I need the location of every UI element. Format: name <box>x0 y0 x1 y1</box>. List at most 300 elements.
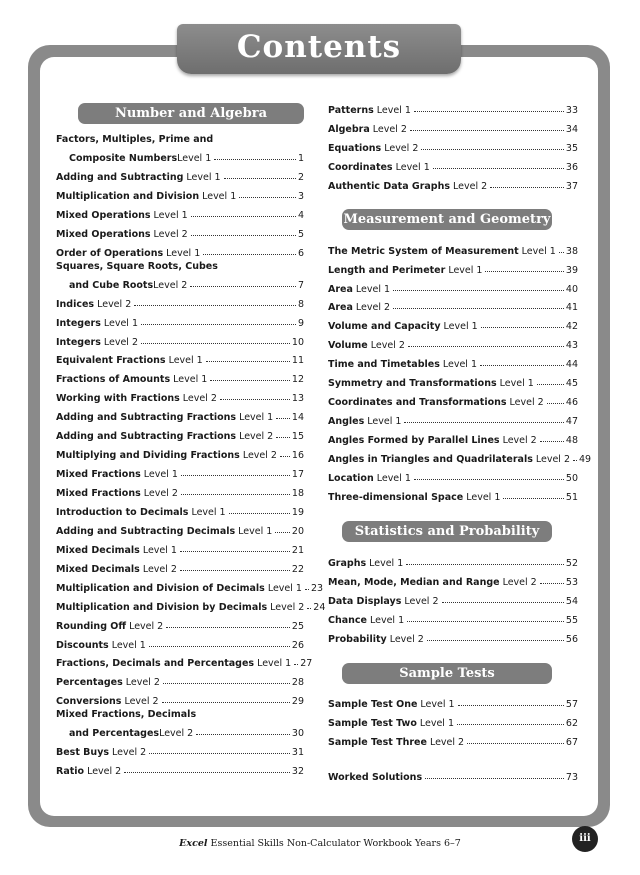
dot-leader <box>404 422 563 423</box>
toc-entry <box>56 240 304 259</box>
entry-level: Level 2 <box>384 142 419 154</box>
toc-entry <box>328 588 578 607</box>
entry-level: Level 2 <box>429 737 465 749</box>
dot-leader <box>141 324 296 325</box>
toc-entry <box>56 575 324 594</box>
toc-list-measurement <box>328 238 592 503</box>
toc-entry <box>56 259 304 291</box>
dot-leader <box>162 702 290 703</box>
entry-title: Coordinates and Transformations <box>328 397 507 409</box>
entry-title: and Cube Roots <box>69 279 154 291</box>
toc-entry <box>328 427 578 446</box>
entry-page: 41 <box>565 302 578 314</box>
dot-leader <box>457 724 564 725</box>
toc-list-number-algebra <box>56 132 326 778</box>
entry-page: 11 <box>291 355 304 367</box>
dot-leader <box>305 589 309 590</box>
entry-title: Algebra <box>328 123 370 135</box>
dot-leader <box>141 343 290 344</box>
toc-entry <box>328 351 578 370</box>
entry-page: 24 <box>313 601 326 613</box>
toc-entry <box>56 291 304 310</box>
entry-page: 34 <box>565 123 578 135</box>
toc-entry <box>328 154 578 173</box>
entry-page: 36 <box>565 161 578 173</box>
toc-entry <box>328 135 578 154</box>
entry-level: Level 2 <box>125 677 160 689</box>
entry-page: 53 <box>565 576 578 588</box>
entry-page: 10 <box>291 336 304 348</box>
dot-leader <box>196 734 290 735</box>
entry-level: Level 1 <box>142 544 177 556</box>
entry-page: 45 <box>565 378 578 390</box>
toc-list-worked <box>328 764 578 783</box>
dot-leader <box>180 551 290 552</box>
entry-level: Level 1 <box>376 472 411 484</box>
toc-entry <box>328 550 578 569</box>
entry-page: 37 <box>565 180 578 192</box>
entry-page: 49 <box>579 453 592 465</box>
dot-leader <box>490 187 564 188</box>
entry-level: Level 2 <box>453 180 488 192</box>
toc-entry <box>328 626 578 645</box>
toc-entry <box>56 688 304 707</box>
entry-page: 56 <box>565 633 578 645</box>
entry-title: Multiplication and Division by Decimals <box>56 601 268 613</box>
dot-leader <box>393 308 564 309</box>
entry-page: 33 <box>565 104 578 116</box>
dot-leader <box>414 479 564 480</box>
page-number-badge: iii <box>572 826 598 852</box>
toc-entry <box>56 164 304 183</box>
toc-entry <box>56 480 304 499</box>
toc-entry <box>328 569 578 588</box>
entry-title: Angles in Triangles and Quadrilaterals <box>328 453 533 465</box>
dot-leader <box>191 235 296 236</box>
entry-page: 73 <box>565 772 578 784</box>
entry-page: 19 <box>291 506 304 518</box>
dot-leader <box>547 403 564 404</box>
entry-title: Rounding Off <box>56 620 127 632</box>
dot-leader <box>481 327 564 328</box>
toc-entry <box>56 594 326 613</box>
dot-leader <box>442 602 564 603</box>
entry-title: Multiplying and Dividing Fractions <box>56 450 240 462</box>
dot-leader <box>559 252 564 253</box>
dot-leader <box>458 705 564 706</box>
entry-level: Level 2 <box>87 766 122 778</box>
toc-entry <box>56 329 304 348</box>
entry-title: Angles Formed by Parallel Lines <box>328 435 500 446</box>
entry-title: Percentages <box>56 677 123 689</box>
entry-page: 32 <box>291 766 304 778</box>
section-sample-tests: Sample Tests <box>342 663 552 684</box>
entry-page: 46 <box>565 397 578 409</box>
entry-title: Mixed Fractions <box>56 469 141 481</box>
entry-title: Three-dimensional Space <box>328 491 464 503</box>
entry-title: Data Displays <box>328 595 402 607</box>
entry-title: Multiplication and Division of Decimals <box>56 582 265 594</box>
dot-leader <box>276 418 290 419</box>
entry-page: 54 <box>565 595 578 607</box>
toc-entry <box>328 484 578 503</box>
dot-leader <box>294 664 298 665</box>
dot-leader <box>410 130 564 131</box>
entry-level: Level 2 <box>355 302 391 314</box>
toc-entry <box>56 183 304 202</box>
toc-entry <box>328 116 578 135</box>
entry-level: Level 1 <box>443 321 478 333</box>
entry-page: 44 <box>565 359 578 371</box>
entry-page: 26 <box>291 639 304 651</box>
entry-level: Level 2 <box>153 228 188 240</box>
entry-title: Best Buys <box>56 747 110 759</box>
dot-leader <box>203 254 296 255</box>
entry-level: Level 1 <box>466 491 501 503</box>
dot-leader <box>414 111 564 112</box>
entry-level: Level 1 <box>267 582 302 594</box>
entry-level: Level 2 <box>159 728 194 740</box>
entry-level: Level 1 <box>143 469 178 481</box>
entry-line2 <box>56 147 304 164</box>
entry-title: Fractions of Amounts <box>56 374 171 386</box>
title-tab <box>177 24 461 74</box>
section-statistics-probability: Statistics and Probability <box>342 521 552 542</box>
footer <box>0 838 640 849</box>
dot-leader <box>537 384 564 385</box>
dot-leader <box>180 570 290 571</box>
dot-leader <box>406 564 564 565</box>
entry-title: Mixed Operations <box>56 228 151 240</box>
toc-entry <box>328 692 578 711</box>
dot-leader <box>206 361 290 362</box>
toc-entry <box>328 446 592 465</box>
entry-title: Area <box>328 302 353 314</box>
entry-level: Level 1 <box>420 699 455 711</box>
dot-leader <box>408 346 564 347</box>
page-title: Contents <box>236 29 402 65</box>
dot-leader <box>393 290 564 291</box>
dot-leader <box>573 460 577 461</box>
toc-entry <box>56 707 304 739</box>
entry-line2 <box>56 274 304 291</box>
entry-level: Level 2 <box>404 595 439 607</box>
entry-page: 47 <box>565 416 578 428</box>
entry-page: 14 <box>291 412 304 424</box>
entry-page: 22 <box>291 563 304 575</box>
entry-level: Level 2 <box>502 576 537 588</box>
entry-level: Level 1 <box>103 317 139 329</box>
entry-title: Integers <box>56 317 101 329</box>
toc-entry <box>328 313 578 332</box>
entry-level: Level 2 <box>124 696 159 708</box>
toc-entry <box>328 729 578 748</box>
toc-entry <box>328 295 578 314</box>
dot-leader <box>224 178 296 179</box>
toc-entry <box>56 348 304 367</box>
dot-leader <box>280 456 290 457</box>
entry-page: 5 <box>297 228 304 240</box>
entry-level: Level 2 <box>97 298 132 310</box>
toc-entry <box>328 465 578 484</box>
entry-title: Location <box>328 472 374 484</box>
entry-page: 16 <box>291 450 304 462</box>
entry-page: 30 <box>291 728 304 740</box>
entry-title: Authentic Data Graphs <box>328 180 451 192</box>
entry-page: 23 <box>310 582 324 594</box>
toc-entry <box>56 739 304 758</box>
entry-title: Introduction to Decimals <box>56 506 189 518</box>
dot-leader <box>425 778 564 779</box>
right-column <box>328 97 592 784</box>
entry-title: Adding and Subtracting Decimals <box>56 525 236 537</box>
dot-leader <box>540 583 564 584</box>
entry-page: 29 <box>291 696 304 708</box>
entry-title: Adding and Subtracting <box>56 171 184 183</box>
entry-level: Level 2 <box>103 336 139 348</box>
entry-level: Level 1 <box>238 525 273 537</box>
entry-line2 <box>56 722 304 739</box>
entry-title: Sample Test One <box>328 699 418 711</box>
entry-level: Level 2 <box>129 620 164 632</box>
toc-entry <box>328 238 578 257</box>
dot-leader <box>191 216 296 217</box>
entry-title: Adding and Subtracting Fractions <box>56 431 237 443</box>
entry-level: Level 2 <box>143 488 178 499</box>
entry-level: Level 1 <box>419 718 455 730</box>
entry-level: Level 1 <box>239 412 274 424</box>
entry-title: Composite Numbers <box>69 153 178 164</box>
entry-page: 62 <box>565 718 578 730</box>
toc-entry <box>56 404 304 423</box>
entry-title: Adding and Subtracting Fractions <box>56 412 237 424</box>
dot-leader <box>421 149 564 150</box>
entry-level: Level 1 <box>367 416 402 428</box>
toc-entry <box>328 257 578 276</box>
toc-entry <box>56 632 304 651</box>
dot-leader <box>149 646 290 647</box>
entry-title: Chance <box>328 614 367 626</box>
entry-level: Level 1 <box>499 378 534 390</box>
entry-title: Symmetry and Transformations <box>328 378 497 390</box>
entry-title: Multiplication and Division <box>56 190 200 202</box>
entry-level: Level 2 <box>270 601 305 613</box>
entry-level: Level 1 <box>257 658 292 670</box>
entry-level: Level 1 <box>442 359 477 371</box>
dot-leader <box>163 683 290 684</box>
entry-page: 57 <box>565 699 578 711</box>
entry-title: Graphs <box>328 557 367 569</box>
entry-page: 38 <box>565 245 578 257</box>
entry-level: Level 1 <box>168 355 203 367</box>
section-measurement-geometry: Measurement and Geometry <box>342 209 552 230</box>
dot-leader <box>480 365 564 366</box>
toc-entry <box>328 332 578 351</box>
toc-entry <box>56 132 304 164</box>
entry-title: Sample Test Three <box>328 737 427 749</box>
entry-page: 7 <box>297 279 304 291</box>
entry-title: Length and Perimeter <box>328 264 446 276</box>
entry-page: 15 <box>291 431 304 443</box>
entry-title: Coordinates <box>328 161 393 173</box>
dot-leader <box>427 640 564 641</box>
dot-leader <box>275 532 290 533</box>
entry-level: Level 2 <box>372 123 407 135</box>
entry-title: Integers <box>56 336 101 348</box>
entry-title: Mean, Mode, Median and Range <box>328 576 500 588</box>
entry-page: 4 <box>297 209 304 221</box>
toc-list-algebra-cont <box>328 97 578 192</box>
dot-leader <box>166 627 290 628</box>
entry-page: 52 <box>565 557 578 569</box>
entry-title: Volume <box>328 340 368 352</box>
entry-page: 6 <box>297 247 304 259</box>
dot-leader <box>485 271 563 272</box>
footer-brand: Excel <box>179 838 208 849</box>
toc-entry <box>56 221 304 240</box>
entry-level: Level 1 <box>448 264 483 276</box>
entry-level: Level 2 <box>502 435 537 446</box>
entry-page: 2 <box>297 171 304 183</box>
entry-page: 17 <box>291 469 304 481</box>
toc-list-tests <box>328 692 578 749</box>
toc-entry <box>328 389 578 408</box>
toc-entry <box>56 385 304 404</box>
entry-level: Level 1 <box>186 171 221 183</box>
entry-page: 20 <box>291 525 304 537</box>
entry-title: Area <box>328 283 353 295</box>
entry-page: 27 <box>300 658 313 670</box>
toc-entry <box>56 310 304 329</box>
entry-title: Sample Test Two <box>328 718 417 730</box>
toc-entry <box>56 669 304 688</box>
entry-page: 13 <box>291 393 304 405</box>
entry-page: 18 <box>291 488 304 499</box>
entry-page: 25 <box>291 620 304 632</box>
entry-level: Level 2 <box>389 633 424 645</box>
entry-page: 31 <box>291 747 304 759</box>
toc-entry <box>328 173 578 192</box>
toc-entry <box>56 423 304 442</box>
entry-level: Level 1 <box>395 161 430 173</box>
toc-entry <box>56 651 313 670</box>
entry-level: Level 1 <box>111 639 146 651</box>
dot-leader <box>540 441 564 442</box>
toc-entry <box>56 442 304 461</box>
toc-entry <box>328 370 578 389</box>
dot-leader <box>190 286 296 287</box>
dot-leader <box>220 399 290 400</box>
entry-level: Level 1 <box>355 283 391 295</box>
toc-entry <box>56 202 304 221</box>
entry-level: Level 2 <box>509 397 544 409</box>
entry-page: 28 <box>291 677 304 689</box>
dot-leader <box>181 494 290 495</box>
dot-leader <box>229 513 290 514</box>
entry-title: Equations <box>328 142 382 154</box>
dot-leader <box>124 772 290 773</box>
section-number-and-algebra: Number and Algebra <box>78 103 304 124</box>
entry-title: and Percentages <box>69 728 160 740</box>
entry-page: 12 <box>291 374 304 386</box>
entry-page: 51 <box>565 491 578 503</box>
entry-level: Level 2 <box>112 747 147 759</box>
entry-level: Level 2 <box>242 450 277 462</box>
entry-title: Volume and Capacity <box>328 321 441 333</box>
entry-page: 50 <box>565 472 578 484</box>
entry-level: Level 2 <box>370 340 405 352</box>
toc-entry <box>56 366 304 385</box>
entry-title: Indices <box>56 298 95 310</box>
dot-leader <box>210 380 290 381</box>
entry-level: Level 1 <box>177 153 212 164</box>
dot-leader <box>407 621 564 622</box>
entry-title: The Metric System of Measurement <box>328 245 519 257</box>
toc-list-statistics <box>328 550 578 645</box>
entry-page: 42 <box>565 321 578 333</box>
entry-title-line1: Factors, Multiples, Prime and <box>56 134 214 145</box>
toc-entry <box>328 97 578 116</box>
entry-title: Mixed Fractions <box>56 488 141 499</box>
entry-title: Order of Operations <box>56 247 164 259</box>
toc-entry <box>56 461 304 480</box>
toc-entry <box>56 518 304 537</box>
entry-page: 35 <box>565 142 578 154</box>
dot-leader <box>307 608 311 609</box>
toc-entry <box>328 764 578 783</box>
entry-level: Level 1 <box>153 209 188 221</box>
dot-leader <box>149 753 290 754</box>
dot-leader <box>239 197 296 198</box>
entry-level: Level 1 <box>369 614 405 626</box>
dot-leader <box>181 475 290 476</box>
entry-title: Fractions, Decimals and Percentages <box>56 658 255 670</box>
entry-title: Probability <box>328 633 387 645</box>
entry-title-line1: Squares, Square Roots, Cubes <box>56 260 218 272</box>
entry-title: Discounts <box>56 639 109 651</box>
toc-entry <box>56 556 304 575</box>
entry-title: Working with Fractions <box>56 393 180 405</box>
entry-title: Mixed Decimals <box>56 544 140 556</box>
entry-level: Level 1 <box>202 190 237 202</box>
entry-level: Level 1 <box>369 557 404 569</box>
dot-leader <box>433 168 564 169</box>
entry-level: Level 2 <box>142 563 177 575</box>
toc-entry <box>328 607 578 626</box>
entry-level: Level 2 <box>239 431 274 443</box>
entry-title: Worked Solutions <box>328 772 423 784</box>
entry-page: 40 <box>565 283 578 295</box>
entry-level: Level 1 <box>166 247 201 259</box>
dot-leader <box>134 305 296 306</box>
entry-level: Level 2 <box>182 393 217 405</box>
entry-level: Level 2 <box>535 453 570 465</box>
entry-page: 8 <box>297 298 304 310</box>
entry-title-line1: Mixed Fractions, Decimals <box>56 709 197 721</box>
entry-title: Mixed Operations <box>56 209 151 221</box>
toc-entry <box>56 758 304 777</box>
entry-level: Level 1 <box>376 104 411 116</box>
entry-page: 3 <box>297 190 304 202</box>
entry-page: 21 <box>291 544 304 556</box>
entry-page: 43 <box>565 340 578 352</box>
dot-leader <box>276 437 290 438</box>
entry-level: Level 1 <box>173 374 208 386</box>
toc-entry <box>328 710 578 729</box>
footer-title: Essential Skills Non-Calculator Workbook Years 6–7 <box>207 838 461 849</box>
entry-title: Equivalent Fractions <box>56 355 166 367</box>
entry-title: Time and Timetables <box>328 359 440 371</box>
